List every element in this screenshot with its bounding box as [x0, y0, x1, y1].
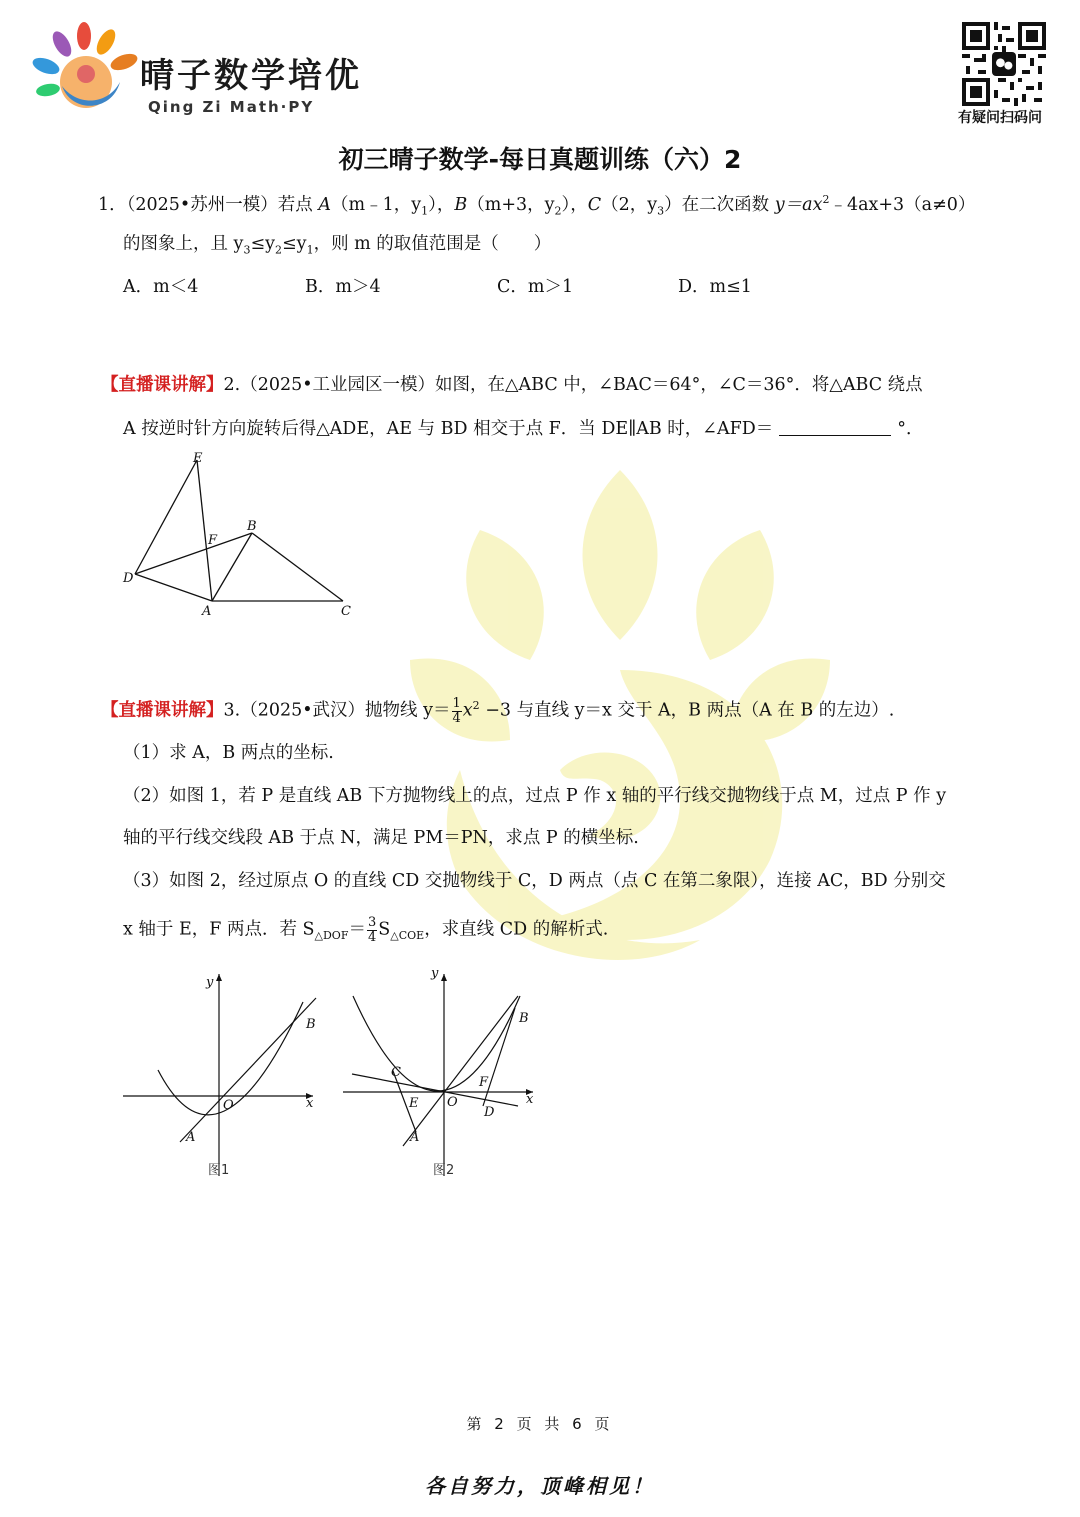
label-A: A: [202, 604, 212, 619]
svg-text:x: x: [526, 1092, 534, 1107]
svg-text:F: F: [479, 1075, 489, 1090]
q1-option-a[interactable]: A．m＜4: [123, 277, 199, 297]
q3-part2-line2: 轴的平行线交线段 AB 于点 N，满足 PM＝PN，求点 P 的横坐标.: [123, 828, 639, 848]
svg-text:C: C: [391, 1065, 401, 1080]
q2-figure: [115, 448, 365, 623]
q3-figure-1: [118, 966, 328, 1186]
q3-part3-line2: x 轴于 E，F 两点．若 $S_{\triangle DOF}=$ $\frac{3}{4}$ $S_{\triangle COE}$，求直线 CD 的解析式.: [123, 915, 609, 945]
svg-text:图1: 图1: [208, 1163, 230, 1178]
label-F: F: [208, 533, 218, 548]
svg-text:O: O: [447, 1095, 458, 1110]
q3-part3-line1: （3）如图 2，经过原点 O 的直线 CD 交抛物线于 C，D 两点（点 C 在第二象限），连接 AC，BD 分别交: [123, 871, 946, 891]
svg-text:B: B: [519, 1011, 529, 1026]
svg-text:B: B: [306, 1017, 316, 1032]
fraction-three-quarters: $\frac{3}{4}$: [367, 915, 377, 945]
svg-text:E: E: [409, 1096, 419, 1111]
q1-line2: 的图象上，且 $y_3\le y_2\le y_1$，则 m 的取值范围是（ ）: [123, 234, 552, 257]
svg-text:D: D: [484, 1105, 495, 1120]
live-lecture-tag-2: 【直播课讲解】: [101, 700, 224, 721]
q1-option-b[interactable]: B．m＞4: [305, 277, 381, 297]
logo-subtitle: Qing Zi Math·PY: [148, 98, 315, 116]
q3-part2-line1: （2）如图 1，若 P 是直线 AB 下方抛物线上的点，过点 P 作 x 轴的平行线交抛物线于点 M，过点 P 作 y: [123, 786, 947, 806]
label-D: D: [123, 571, 134, 586]
svg-text:O: O: [223, 1098, 234, 1113]
svg-text:A: A: [186, 1130, 196, 1145]
q3-figure-2: [338, 966, 548, 1186]
q2-line1: 【直播课讲解】2.（2025•工业园区一模）如图，在△ABC 中，∠BAC＝64°，∠C＝36°．将△ABC 绕点: [101, 375, 923, 395]
qr-code[interactable]: [962, 22, 1046, 106]
svg-text:y: y: [431, 966, 439, 981]
footer-motto: 各自努力，顶峰相见！: [425, 1474, 655, 1498]
q1-option-d[interactable]: D．m≤1: [678, 277, 752, 297]
page-title: 初三晴子数学-每日真题训练（六）2: [338, 145, 742, 174]
fraction-one-quarter: $\frac{1}{4}$: [452, 696, 461, 726]
label-E: E: [193, 451, 203, 466]
q1-line1: 1．（2025•苏州一模）若点 A（m﹣1，$y_1$），B（m+3，$y_2$），C（2，$y_3$）在二次函数 $y=ax^2﹣4ax+3(a\ne 0)$: [98, 193, 976, 218]
svg-text:A: A: [410, 1130, 420, 1145]
svg-text:图2: 图2: [433, 1163, 455, 1178]
svg-text:y: y: [206, 975, 214, 990]
q2-line2: A 按逆时针方向旋转后得△ADE，AE 与 BD 相交于点 F．当 DE∥AB 时，∠AFD＝ °．: [123, 419, 924, 439]
qr-label: 有疑问扫码问: [958, 110, 1042, 126]
q1-option-c[interactable]: C．m＞1: [497, 277, 574, 297]
page-number: 第 2 页 共 6 页: [466, 1415, 614, 1433]
label-C: C: [341, 604, 351, 619]
answer-blank[interactable]: [779, 435, 891, 436]
q3-line1: 【直播课讲解】3.（2025•武汉）抛物线 y＝ $\frac{1}{4}$ $x^2 -3$ 与直线 y＝x 交于 A，B 两点（A 在 B 的左边）.: [101, 696, 895, 726]
label-B: B: [247, 519, 257, 534]
q3-part1: （1）求 A，B 两点的坐标.: [123, 743, 334, 763]
svg-text:x: x: [306, 1096, 314, 1111]
live-lecture-tag: 【直播课讲解】: [101, 375, 224, 395]
logo-text: 晴子数学培优: [140, 56, 362, 96]
logo-mark: [32, 22, 140, 120]
